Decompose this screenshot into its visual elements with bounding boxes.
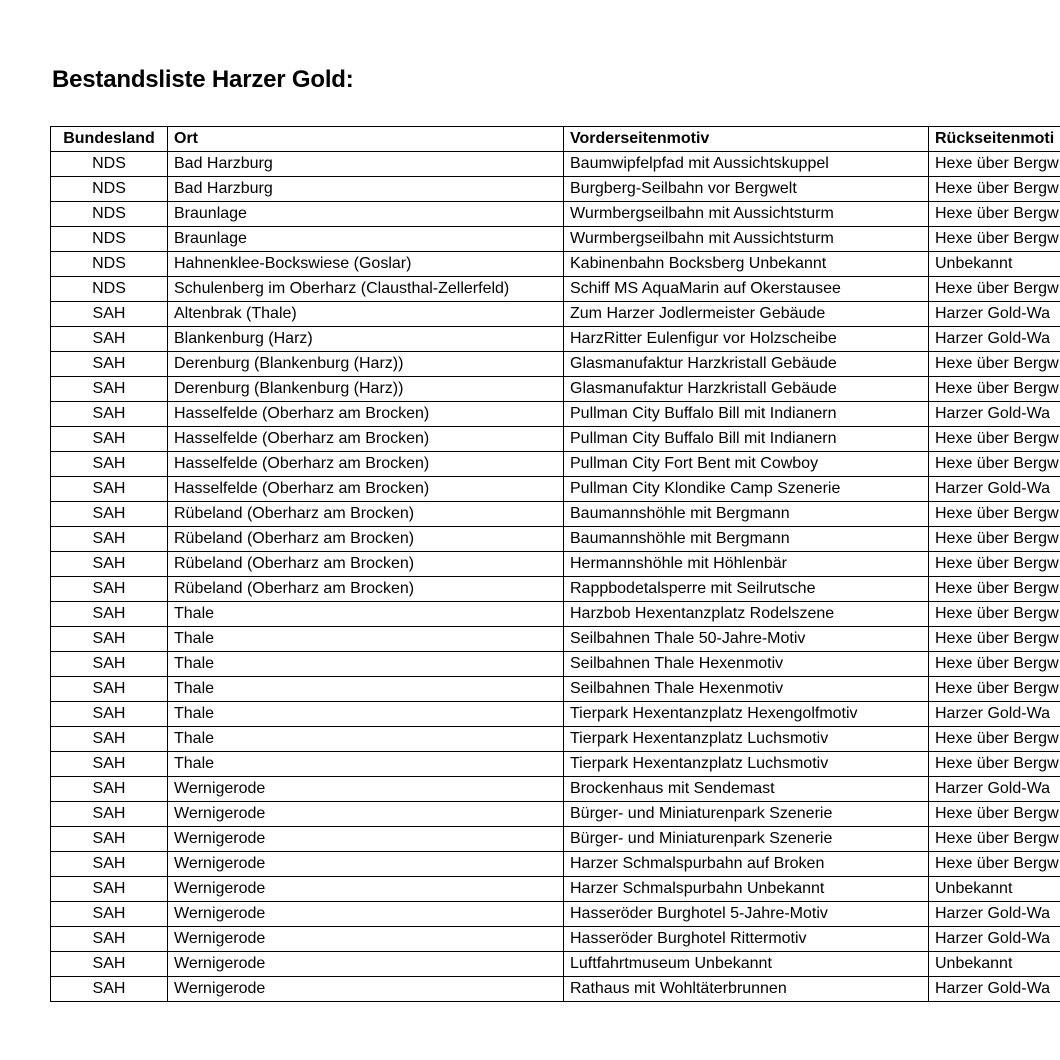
cell-bundesland: SAH (51, 602, 168, 627)
cell-bundesland: NDS (51, 277, 168, 302)
cell-bundesland: SAH (51, 952, 168, 977)
table-row (51, 952, 1060, 977)
cell-vorderseitenmotiv: Pullman City Buffalo Bill mit Indianern (564, 402, 929, 427)
cell-vorderseitenmotiv: Seilbahnen Thale Hexenmotiv (564, 677, 929, 702)
table-row (51, 552, 1060, 577)
table-row (51, 602, 1060, 627)
cell-bundesland: SAH (51, 577, 168, 602)
cell-rueckseitenmotiv: Harzer Gold-Wa (929, 477, 1060, 502)
table-row (51, 727, 1060, 752)
cell-vorderseitenmotiv: Harzbob Hexentanzplatz Rodelszene (564, 602, 929, 627)
cell-bundesland: SAH (51, 302, 168, 327)
cell-ort: Rübeland (Oberharz am Brocken) (168, 502, 564, 527)
cell-bundesland: SAH (51, 527, 168, 552)
cell-rueckseitenmotiv: Harzer Gold-Wa (929, 327, 1060, 352)
cell-ort: Rübeland (Oberharz am Brocken) (168, 552, 564, 577)
cell-rueckseitenmotiv: Hexe über Bergw (929, 352, 1060, 377)
cell-bundesland: SAH (51, 352, 168, 377)
cell-rueckseitenmotiv: Hexe über Bergw (929, 827, 1060, 852)
cell-bundesland: SAH (51, 752, 168, 777)
cell-bundesland: SAH (51, 677, 168, 702)
cell-vorderseitenmotiv: Brockenhaus mit Sendemast (564, 777, 929, 802)
cell-vorderseitenmotiv: Tierpark Hexentanzplatz Luchsmotiv (564, 752, 929, 777)
cell-bundesland: NDS (51, 227, 168, 252)
table-row (51, 227, 1060, 252)
cell-ort: Hasselfelde (Oberharz am Brocken) (168, 477, 564, 502)
cell-vorderseitenmotiv: Hasseröder Burghotel 5-Jahre-Motiv (564, 902, 929, 927)
table-row (51, 677, 1060, 702)
table-row (51, 852, 1060, 877)
cell-vorderseitenmotiv: Rathaus mit Wohltäterbrunnen (564, 977, 929, 1002)
cell-rueckseitenmotiv: Hexe über Bergw (929, 202, 1060, 227)
column-header-ort: Ort (168, 127, 564, 152)
cell-rueckseitenmotiv: Hexe über Bergw (929, 227, 1060, 252)
cell-vorderseitenmotiv: Zum Harzer Jodlermeister Gebäude (564, 302, 929, 327)
cell-bundesland: SAH (51, 827, 168, 852)
cell-ort: Hasselfelde (Oberharz am Brocken) (168, 402, 564, 427)
table-row (51, 977, 1060, 1002)
column-header-vorderseitenmotiv: Vorderseitenmotiv (564, 127, 929, 152)
cell-bundesland: SAH (51, 902, 168, 927)
table-header-row (51, 127, 1060, 152)
cell-vorderseitenmotiv: Kabinenbahn Bocksberg Unbekannt (564, 252, 929, 277)
cell-vorderseitenmotiv: Bürger- und Miniaturenpark Szenerie (564, 827, 929, 852)
cell-vorderseitenmotiv: Pullman City Buffalo Bill mit Indianern (564, 427, 929, 452)
cell-bundesland: SAH (51, 652, 168, 677)
cell-rueckseitenmotiv: Hexe über Bergw (929, 577, 1060, 602)
cell-vorderseitenmotiv: Rappbodetalsperre mit Seilrutsche (564, 577, 929, 602)
cell-ort: Thale (168, 702, 564, 727)
column-header-rueckseitenmotiv: Rückseitenmoti (929, 127, 1060, 152)
cell-vorderseitenmotiv: Pullman City Fort Bent mit Cowboy (564, 452, 929, 477)
table-row (51, 302, 1060, 327)
cell-vorderseitenmotiv: Harzer Schmalspurbahn auf Broken (564, 852, 929, 877)
table-row (51, 352, 1060, 377)
cell-rueckseitenmotiv: Hexe über Bergw (929, 277, 1060, 302)
cell-ort: Thale (168, 727, 564, 752)
cell-vorderseitenmotiv: Glasmanufaktur Harzkristall Gebäude (564, 377, 929, 402)
cell-rueckseitenmotiv: Harzer Gold-Wa (929, 977, 1060, 1002)
cell-ort: Rübeland (Oberharz am Brocken) (168, 527, 564, 552)
cell-bundesland: SAH (51, 852, 168, 877)
table-row (51, 152, 1060, 177)
cell-rueckseitenmotiv: Hexe über Bergw (929, 752, 1060, 777)
cell-ort: Wernigerode (168, 927, 564, 952)
cell-vorderseitenmotiv: Harzer Schmalspurbahn Unbekannt (564, 877, 929, 902)
cell-bundesland: SAH (51, 627, 168, 652)
document-title: Bestandsliste Harzer Gold: (52, 66, 354, 93)
cell-bundesland: NDS (51, 252, 168, 277)
cell-ort: Hahnenklee-Bockswiese (Goslar) (168, 252, 564, 277)
cell-ort: Thale (168, 677, 564, 702)
cell-bundesland: SAH (51, 877, 168, 902)
cell-ort: Wernigerode (168, 852, 564, 877)
cell-ort: Bad Harzburg (168, 177, 564, 202)
cell-ort: Braunlage (168, 202, 564, 227)
cell-rueckseitenmotiv: Unbekannt (929, 877, 1060, 902)
cell-bundesland: SAH (51, 427, 168, 452)
cell-ort: Wernigerode (168, 802, 564, 827)
cell-bundesland: NDS (51, 177, 168, 202)
table-row (51, 702, 1060, 727)
table-row (51, 752, 1060, 777)
cell-ort: Thale (168, 652, 564, 677)
table-row (51, 327, 1060, 352)
cell-bundesland: NDS (51, 202, 168, 227)
cell-rueckseitenmotiv: Hexe über Bergw (929, 802, 1060, 827)
table-row (51, 902, 1060, 927)
cell-ort: Derenburg (Blankenburg (Harz)) (168, 352, 564, 377)
cell-ort: Hasselfelde (Oberharz am Brocken) (168, 452, 564, 477)
cell-rueckseitenmotiv: Harzer Gold-Wa (929, 702, 1060, 727)
cell-vorderseitenmotiv: HarzRitter Eulenfigur vor Holzscheibe (564, 327, 929, 352)
table-row (51, 252, 1060, 277)
cell-ort: Wernigerode (168, 952, 564, 977)
table-row (51, 452, 1060, 477)
cell-vorderseitenmotiv: Seilbahnen Thale Hexenmotiv (564, 652, 929, 677)
cell-ort: Wernigerode (168, 877, 564, 902)
cell-rueckseitenmotiv: Hexe über Bergw (929, 852, 1060, 877)
cell-ort: Wernigerode (168, 777, 564, 802)
cell-vorderseitenmotiv: Hermannshöhle mit Höhlenbär (564, 552, 929, 577)
cell-bundesland: SAH (51, 777, 168, 802)
cell-bundesland: SAH (51, 327, 168, 352)
cell-rueckseitenmotiv: Hexe über Bergw (929, 677, 1060, 702)
cell-ort: Wernigerode (168, 977, 564, 1002)
column-header-bundesland: Bundesland (51, 127, 168, 152)
table-row (51, 877, 1060, 902)
cell-ort: Altenbrak (Thale) (168, 302, 564, 327)
table-body (51, 152, 1060, 1002)
table-row (51, 652, 1060, 677)
table-row (51, 177, 1060, 202)
table-row (51, 202, 1060, 227)
table-row (51, 502, 1060, 527)
cell-ort: Thale (168, 752, 564, 777)
cell-rueckseitenmotiv: Hexe über Bergw (929, 377, 1060, 402)
cell-bundesland: SAH (51, 552, 168, 577)
table-row (51, 577, 1060, 602)
cell-vorderseitenmotiv: Baumwipfelpfad mit Aussichtskuppel (564, 152, 929, 177)
cell-bundesland: SAH (51, 977, 168, 1002)
cell-ort: Blankenburg (Harz) (168, 327, 564, 352)
cell-bundesland: NDS (51, 152, 168, 177)
cell-bundesland: SAH (51, 402, 168, 427)
cell-vorderseitenmotiv: Seilbahnen Thale 50-Jahre-Motiv (564, 627, 929, 652)
cell-vorderseitenmotiv: Baumannshöhle mit Bergmann (564, 502, 929, 527)
table-row (51, 777, 1060, 802)
table-row (51, 927, 1060, 952)
cell-rueckseitenmotiv: Hexe über Bergw (929, 427, 1060, 452)
cell-rueckseitenmotiv: Harzer Gold-Wa (929, 902, 1060, 927)
table-row (51, 402, 1060, 427)
cell-bundesland: SAH (51, 452, 168, 477)
cell-vorderseitenmotiv: Pullman City Klondike Camp Szenerie (564, 477, 929, 502)
cell-bundesland: SAH (51, 377, 168, 402)
table-row (51, 827, 1060, 852)
cell-ort: Wernigerode (168, 902, 564, 927)
cell-rueckseitenmotiv: Harzer Gold-Wa (929, 777, 1060, 802)
cell-bundesland: SAH (51, 702, 168, 727)
cell-rueckseitenmotiv: Hexe über Bergw (929, 552, 1060, 577)
cell-rueckseitenmotiv: Hexe über Bergw (929, 602, 1060, 627)
cell-vorderseitenmotiv: Glasmanufaktur Harzkristall Gebäude (564, 352, 929, 377)
cell-bundesland: SAH (51, 477, 168, 502)
table-row (51, 277, 1060, 302)
cell-vorderseitenmotiv: Tierpark Hexentanzplatz Hexengolfmotiv (564, 702, 929, 727)
cell-rueckseitenmotiv: Hexe über Bergw (929, 452, 1060, 477)
table-row (51, 802, 1060, 827)
cell-ort: Braunlage (168, 227, 564, 252)
cell-rueckseitenmotiv: Hexe über Bergw (929, 727, 1060, 752)
cell-rueckseitenmotiv: Unbekannt (929, 952, 1060, 977)
cell-rueckseitenmotiv: Hexe über Bergw (929, 152, 1060, 177)
cell-vorderseitenmotiv: Schiff MS AquaMarin auf Okerstausee (564, 277, 929, 302)
table-row (51, 427, 1060, 452)
cell-bundesland: SAH (51, 727, 168, 752)
cell-rueckseitenmotiv: Harzer Gold-Wa (929, 402, 1060, 427)
cell-vorderseitenmotiv: Burgberg-Seilbahn vor Bergwelt (564, 177, 929, 202)
table-row (51, 527, 1060, 552)
inventory-table (50, 126, 1060, 1002)
cell-rueckseitenmotiv: Harzer Gold-Wa (929, 927, 1060, 952)
cell-rueckseitenmotiv: Unbekannt (929, 252, 1060, 277)
table-row (51, 627, 1060, 652)
cell-rueckseitenmotiv: Hexe über Bergw (929, 652, 1060, 677)
cell-ort: Wernigerode (168, 827, 564, 852)
cell-vorderseitenmotiv: Luftfahrtmuseum Unbekannt (564, 952, 929, 977)
cell-vorderseitenmotiv: Wurmbergseilbahn mit Aussichtsturm (564, 202, 929, 227)
cell-rueckseitenmotiv: Harzer Gold-Wa (929, 302, 1060, 327)
cell-ort: Rübeland (Oberharz am Brocken) (168, 577, 564, 602)
cell-vorderseitenmotiv: Wurmbergseilbahn mit Aussichtsturm (564, 227, 929, 252)
cell-rueckseitenmotiv: Hexe über Bergw (929, 527, 1060, 552)
table-row (51, 477, 1060, 502)
cell-bundesland: SAH (51, 927, 168, 952)
cell-ort: Schulenberg im Oberharz (Clausthal-Zellerfeld) (168, 277, 564, 302)
cell-ort: Derenburg (Blankenburg (Harz)) (168, 377, 564, 402)
cell-vorderseitenmotiv: Baumannshöhle mit Bergmann (564, 527, 929, 552)
cell-bundesland: SAH (51, 802, 168, 827)
cell-rueckseitenmotiv: Hexe über Bergw (929, 502, 1060, 527)
cell-rueckseitenmotiv: Hexe über Bergw (929, 177, 1060, 202)
cell-ort: Thale (168, 602, 564, 627)
cell-rueckseitenmotiv: Hexe über Bergw (929, 627, 1060, 652)
cell-vorderseitenmotiv: Bürger- und Miniaturenpark Szenerie (564, 802, 929, 827)
cell-bundesland: SAH (51, 502, 168, 527)
cell-ort: Bad Harzburg (168, 152, 564, 177)
cell-ort: Thale (168, 627, 564, 652)
cell-ort: Hasselfelde (Oberharz am Brocken) (168, 427, 564, 452)
table-row (51, 377, 1060, 402)
cell-vorderseitenmotiv: Hasseröder Burghotel Rittermotiv (564, 927, 929, 952)
cell-vorderseitenmotiv: Tierpark Hexentanzplatz Luchsmotiv (564, 727, 929, 752)
